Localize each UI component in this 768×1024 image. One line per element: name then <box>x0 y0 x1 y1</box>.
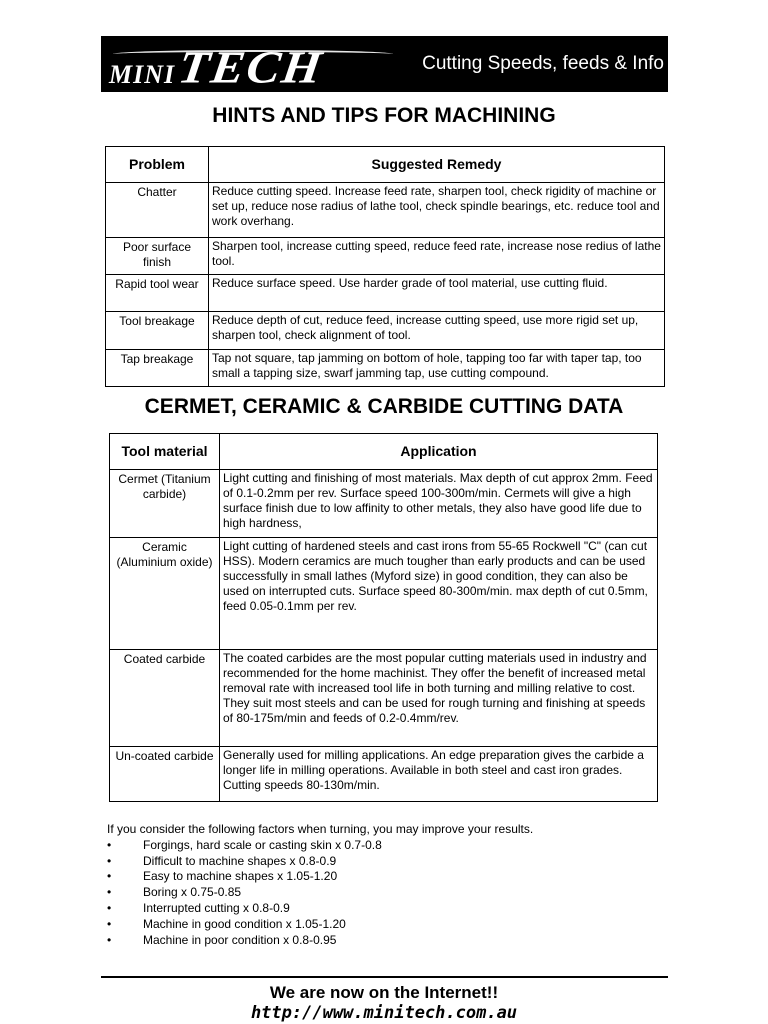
application-cell: Generally used for milling applications. An edge preparation gives the carbide a longer life in milling operations. Available in both steel and cast iron grades. Cutting speeds 80-130m/min. <box>220 747 658 802</box>
column-header-tool-material: Tool material <box>110 434 220 470</box>
table-row <box>106 275 665 312</box>
cutting-data-title: CERMET, CERAMIC & CARBIDE CUTTING DATA <box>144 395 624 418</box>
logo-mini-text: MINI <box>109 60 176 89</box>
table-row <box>110 470 658 538</box>
factor-text: Machine in good condition x 1.05-1.20 <box>143 916 346 931</box>
material-cell: Ceramic (Aluminium oxide) <box>110 538 220 650</box>
list-item <box>107 885 533 901</box>
header-banner <box>101 36 668 92</box>
application-cell: Light cutting and finishing of most materials. Max depth of cut approx 2mm. Feed of 0.1-0.2mm per rev. Surface speed 100-300m/min. Cermets will give a high surface finish due to low affinity to other metals, they also have good life due to high hardness, <box>220 470 658 538</box>
remedy-cell: Reduce surface speed. Use harder grade of tool material, use cutting fluid. <box>209 275 665 312</box>
factors-intro: If you consider the following factors when turning, you may improve your results. <box>107 822 534 836</box>
remedy-cell: Reduce cutting speed. Increase feed rate, sharpen tool, check rigidity of machine or set up, reduce nose radius of lathe tool, check spindle bearings, etc. reduce tool and work overhang. <box>209 183 665 238</box>
hints-header-row <box>106 147 665 183</box>
factor-text: Difficult to machine shapes x 0.8-0.9 <box>143 853 337 868</box>
remedy-cell: Reduce depth of cut, reduce feed, increase cutting speed, use more rigid set up, sharpen tool, check alignment of tool. <box>209 312 665 350</box>
problem-cell: Poor surface finish <box>106 238 209 275</box>
bullet-icon: • <box>107 837 112 852</box>
problem-cell: Rapid tool wear <box>106 275 209 312</box>
bullet-icon: • <box>107 885 112 900</box>
factor-text: Machine in poor condition x 0.8-0.95 <box>143 932 337 947</box>
list-item <box>107 854 533 870</box>
footer-divider <box>101 976 668 978</box>
cutting-header-row <box>110 434 658 470</box>
hints-table <box>105 146 665 387</box>
table-row <box>106 312 665 350</box>
application-cell: The coated carbides are the most popular cutting materials used in industry and recommended for the home machinist. They offer the benefit of increased metal removal rate with increased tool life in both turning and milling relative to cost. They suit most steels and can be used for rough turning and finishing at speeds of 80-175m/min and feeds of 0.2-0.4mm/rev. <box>220 650 658 747</box>
table-row <box>106 238 665 275</box>
list-item <box>107 838 533 854</box>
table-row <box>106 350 665 387</box>
list-item <box>107 869 533 885</box>
factor-text: Interrupted cutting x 0.8-0.9 <box>143 900 290 915</box>
problem-cell: Tap breakage <box>106 350 209 387</box>
cutting-data-table <box>109 433 658 802</box>
column-header-remedy: Suggested Remedy <box>209 147 665 183</box>
bullet-icon: • <box>107 900 112 915</box>
table-row <box>106 183 665 238</box>
bullet-icon: • <box>107 916 112 931</box>
column-header-problem: Problem <box>106 147 209 183</box>
problem-cell: Chatter <box>106 183 209 238</box>
list-item <box>107 933 533 949</box>
problem-cell: Tool breakage <box>106 312 209 350</box>
material-cell: Cermet (Titanium carbide) <box>110 470 220 538</box>
footer-announcement: We are now on the Internet!! <box>269 983 499 1002</box>
material-cell: Coated carbide <box>110 650 220 747</box>
bullet-icon: • <box>107 869 112 884</box>
application-cell: Light cutting of hardened steels and cast irons from 55-65 Rockwell "C" (can cut HSS). Modern ceramics are much tougher than early products and can be used successfully in small lathes (Myford size) in good condition, they can also be used on interrupted cuts. Surface speed 80-300m/min. max depth of cut 0.5mm, feed 0.05-0.1mm per rev. <box>220 538 658 650</box>
table-row <box>110 747 658 802</box>
logo-tech-text: TECH <box>175 41 327 93</box>
factor-text: Forgings, hard scale or casting skin x 0.7-0.8 <box>143 837 382 852</box>
bullet-icon: • <box>107 932 112 947</box>
factor-text: Boring x 0.75-0.85 <box>143 885 242 900</box>
list-item <box>107 901 533 917</box>
table-row <box>110 538 658 650</box>
column-header-application: Application <box>220 434 658 470</box>
table-row <box>110 650 658 747</box>
list-item <box>107 917 533 933</box>
header-subtitle: Cutting Speeds, feeds & Info <box>422 53 664 74</box>
factors-list <box>107 838 533 949</box>
minitech-logo <box>109 41 394 93</box>
bullet-icon: • <box>107 853 112 868</box>
factor-text: Easy to machine shapes x 1.05-1.20 <box>143 869 338 884</box>
material-cell: Un-coated carbide <box>110 747 220 802</box>
remedy-cell: Tap not square, tap jamming on bottom of hole, tapping too far with taper tap, too small a tapping size, swarf jamming tap, use cutting compound. <box>209 350 665 387</box>
footer-website-link[interactable]: http://www.minitech.com.au <box>250 1003 518 1023</box>
hints-title: HINTS AND TIPS FOR MACHINING <box>212 104 556 127</box>
turning-factors <box>107 822 533 948</box>
remedy-cell: Sharpen tool, increase cutting speed, reduce feed rate, increase nose redius of lathe tool. <box>209 238 665 275</box>
